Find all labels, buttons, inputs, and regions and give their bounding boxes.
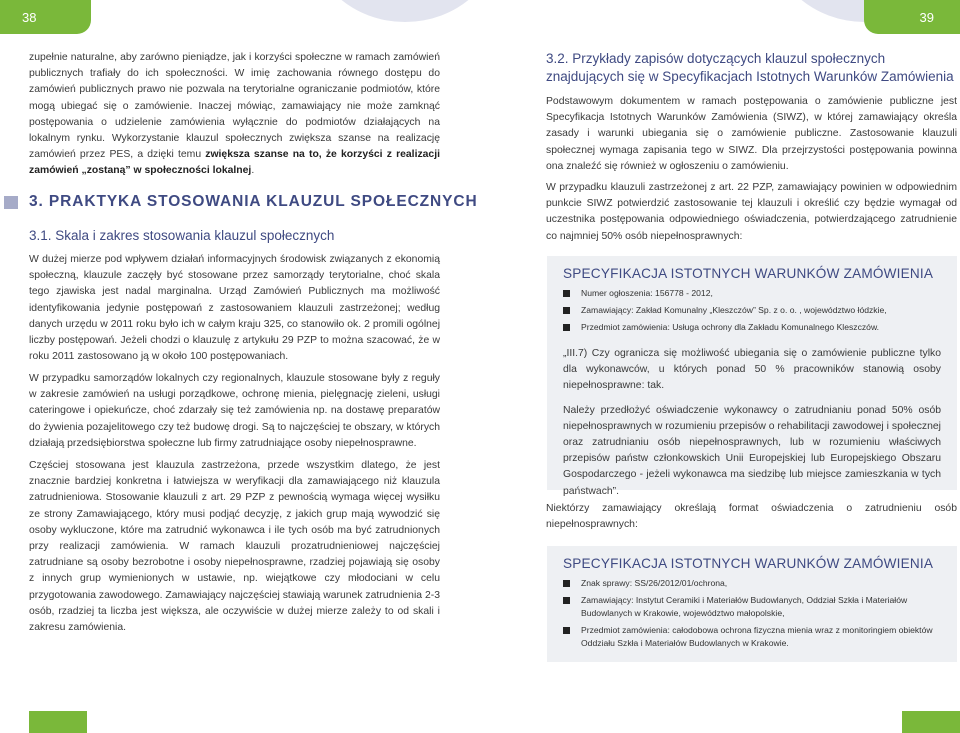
subsection-heading: 3.2. Przykłady zapisów dotyczących klauzul społecznych znajdujących się w Specyfikacjach Istotnych Warunków Zamówienia — [546, 51, 954, 84]
footer-tab — [902, 711, 960, 733]
page-number-tab — [864, 0, 960, 34]
square-bullet-icon — [563, 597, 570, 604]
page-number: 39 — [919, 9, 934, 25]
quote-paragraph: „III.7) Czy ogranicza się możliwość ubiegania się o zamówienie publiczne tylko dla wykonawców, u których ponad 50 % pracowników stanowią osoby niepełnosprawne: tak. — [563, 348, 941, 392]
intro-end: . — [251, 165, 255, 177]
spec-box-2 — [547, 546, 957, 662]
list-item — [563, 287, 947, 300]
section-heading: 3. PRAKTYKA STOSOWANIA KLAUZUL SPOŁECZNYCH — [29, 193, 478, 210]
intro-bold-text: zwiększa szanse na to, że korzyści z realizacji zamówień „zostaną” w społeczności lokalnej — [29, 149, 440, 177]
list-item-text: Zamawiający: Instytut Ceramiki i Materiałów Budowlanych, Oddział Szkła i Materiałów Budowlanych w Krakowie, województwo małopolskie, — [581, 595, 908, 618]
body-paragraph: W przypadku klauzuli zastrzeżonej z art. 22 PZP, zamawiający powinien w odpowiednim punkcie SIWZ potwierdzić zastosowanie tej klauzuli i określić czy będzie wymagał od uczestnika postępowania odpowiedniego oświadczenia, potwierdzającego zatrudnienie co najmniej 50% osób niepełnosprawnych: — [546, 182, 957, 242]
body-paragraph: Częściej stosowana jest klauzula zastrzeżona, przede wszystkim dlatego, że jest znacznie bardziej konkretna i łatwiejsza w weryfikacji dla zamawiającego niż klauzula zatrudnieniowa. Stosowanie klauzuli z art. 29 PZP z pewnością wymaga więcej wysiłku ze strony Zamawiającego, który musi podjąć decyzję, z jakich grup mają wywodzić się osoby wykluczone, które ma zatrudnić wykonawca i ile tych osób ma być zatrudnionych przy realizacji zamówienia. W ramach klauzuli prozatrudnieniowej najczęściej zatrudniane są osoby bezrobotne i osoby niepełnosprawne, rzadziej pojawiają się osoby z innych grup wymienionych w ustawie, np. wiejątkowe czy młodociani w celu przygotowania zawodowego. Zamawiający najczęściej stawiają warunek zatrudnienia 2-3 osób, rzadziej ta liczba jest większa, ale oczywiście w dużej mierze zależy to od skali i zakresu zamówienia. — [29, 460, 440, 634]
spec-box-title: SPECYFIKACJA ISTOTNYCH WARUNKÓW ZAMÓWIENIA — [563, 266, 934, 281]
section-marker — [4, 196, 18, 209]
square-bullet-icon — [563, 580, 570, 587]
body-paragraph: W dużej mierze pod wpływem działań informacyjnych środowisk związanych z ekonomią społeczną, klauzule zaczęły być stosowane przez samorządy terytorialne, choć skala tego zjawiska jest nadal marginalna. Urząd Zamówień Publicznych ma możliwość identyfikowania jedynie postępowań z zastosowaniem klauzuli zastrzeżonej; według danych urzędu w 2011 roku było ich w całym kraju 325, co stanowiło ok. 2 promili ogólnej liczby postępowań. Jeżeli chodzi o klauzulę z artykułu 29 PZP to można szacować, że w roku 2011 zastosowano ją w około 100 postępowaniach. — [29, 254, 440, 363]
list-item-text: Znak sprawy: SS/26/2012/01/ochrona, — [581, 578, 728, 588]
footer-tab — [29, 711, 87, 733]
list-item — [563, 594, 947, 620]
intro-paragraph — [29, 50, 440, 180]
list-item — [563, 624, 947, 650]
quote-paragraph: Należy przedłożyć oświadczenie wykonawcy o zatrudnianiu ponad 50% osób niepełnosprawnych w rozumieniu przepisów o rehabilitacji zawodowej i społecznej oraz zatrudnianiu osób niepełnosprawnych, lub w rozumieniu właściwych przepisów państw członkowskich Unii Europejskiej lub Europejskiego Obszaru Gospodarczego - jeżeli wykonawca ma siedzibę lub miejsce zamieszkania w tych państwach”. — [563, 404, 941, 497]
header-decoration — [310, 0, 480, 22]
body-paragraph: Podstawowym dokumentem w ramach postępowania o zamówienie publiczne jest Specyfikacja Istotnych Warunków Zamówienia (SIWZ), w której zamawiający określa zasady i warunki ubiegania się o zamówienie publiczne. Zastosowanie klauzuli społecznej wymaga zapisania tego w SIWZ. Dla przejrzystości postępowania powinna ona znaleźć się również w ogłoszeniu o zamówieniu. — [546, 96, 957, 172]
list-item-text: Numer ogłoszenia: 156778 - 2012, — [581, 288, 713, 298]
list-item-text: Zamawiający: Zakład Komunalny „Kleszczów” Sp. z o. o. , województwo łódzkie, — [581, 305, 887, 315]
page-number: 38 — [22, 9, 37, 25]
list-item — [563, 304, 947, 317]
list-item — [563, 321, 947, 334]
list-item-text: Przedmiot zamówienia: całodobowa ochrona fizyczna mienia wraz z monitoringiem obiektów Oddziału Szkła i Materiałów Budowlanych w Krakowie. — [581, 625, 933, 648]
page-number-tab — [0, 0, 91, 34]
body-paragraph: W przypadku samorządów lokalnych czy regionalnych, klauzule stosowane były z reguły w zakresie zamówień na usługi porządkowe, ochronę mienia, pielęgnację zieleni, usługi cateringowe i opiekuńcze, choć zdarzały się też zamówienia np. na dostawę preparatów do żywienia pozajelitowego czy też budowę drogi. Są to najczęściej te obszary, w których działają przedsiębiorstwa społeczne lub firmy zatrudniające osoby niepełnosprawne. — [29, 373, 440, 449]
list-item — [563, 577, 947, 590]
spec-box-title: SPECYFIKACJA ISTOTNYCH WARUNKÓW ZAMÓWIENIA — [563, 556, 934, 571]
body-paragraph: Niektórzy zamawiający określają format oświadczenia o zatrudnieniu osób niepełnosprawnych: — [546, 503, 957, 531]
spec-box-1 — [547, 256, 957, 497]
intro-text: zupełnie naturalne, aby zarówno pieniądze, jak i korzyści społeczne w ramach zamówień publicznych trafiały do ich społeczności. W imię zachowania równego dostępu do zamówień publicznych prawo nie pozwala na terytorialne ograniczanie podmiotów, które mogą ubiegać się o zamówienie. Inaczej mówiąc, zamawiający nie może zamknąć postępowania o udzielenie zamówienia wyłącznie do podmiotów działających na lokalnym rynku. Wykorzystanie klauzul społecznych zwiększa szanse na realizację zamówień przez PES, a dzięki temu — [29, 52, 440, 161]
square-bullet-icon — [563, 290, 570, 297]
square-bullet-icon — [563, 324, 570, 331]
square-bullet-icon — [563, 307, 570, 314]
spec-box-list — [563, 287, 947, 334]
spec-box-list — [563, 577, 947, 650]
subsection-heading: 3.1. Skala i zakres stosowania klauzul społecznych — [29, 228, 335, 243]
square-bullet-icon — [563, 627, 570, 634]
list-item-text: Przedmiot zamówienia: Usługa ochrony dla Zakładu Komunalnego Kleszczów. — [581, 322, 880, 332]
